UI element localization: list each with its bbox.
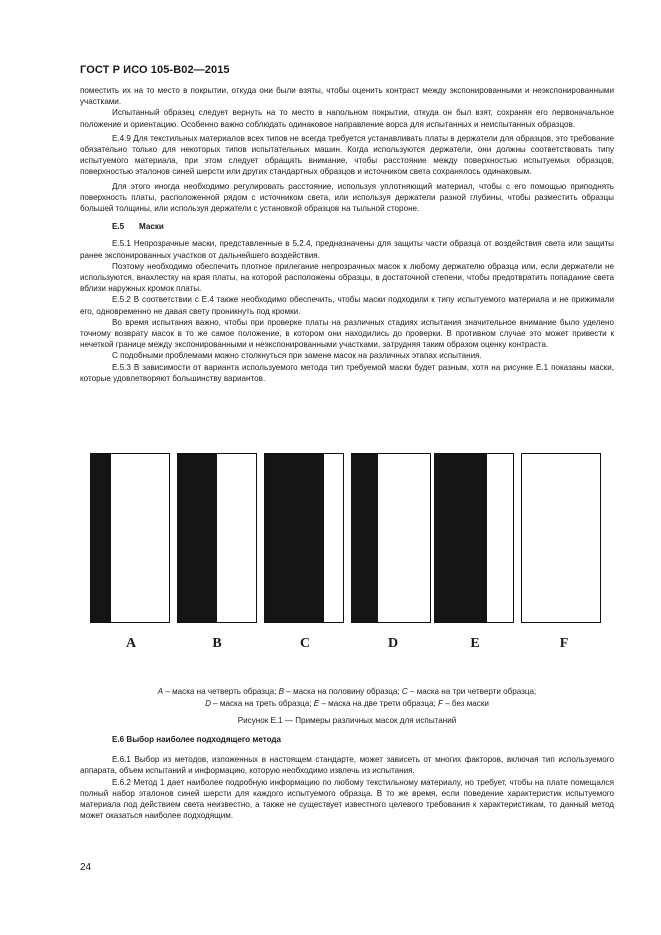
legend-key-a: A — [157, 687, 164, 696]
mask-b — [177, 453, 257, 623]
figure-legend — [80, 686, 614, 710]
mask-label-d: D — [387, 636, 399, 651]
legend-text-e: – маска на две трети образца; — [319, 699, 438, 708]
legend-key-c: C — [401, 687, 408, 696]
paragraph: поместить их на то место в покрытии, откуда они были взяты, чтобы оценить контраст между экспонированными и неэкспонированными участками. — [80, 86, 614, 107]
paragraph: E.5.3 В зависимости от варианта используемого метода тип требуемой маски будет разным, хотя на рисунке E.1 показаны маски, которые удовлетворяют большинству вариантов. — [80, 362, 614, 383]
paragraph: E.5.1 Непрозрачные маски, представленные в 5.2.4, предназначены для защиты части образца от воздействия света или защиты ранее экспонированных участков от дальнейшего воздействия. — [80, 239, 614, 260]
legend-text-d: – маска на треть образца; — [210, 699, 314, 708]
mask-label-b: B — [212, 636, 222, 651]
paragraph: С подобными проблемами можно столкнуться при замене масок на различных этапах испытания. — [112, 351, 482, 361]
legend-key-e: E — [313, 699, 320, 708]
legend-line-1 — [80, 686, 614, 698]
legend-text-b: – маска на половину образца; — [284, 687, 402, 696]
legend-line-2 — [80, 698, 614, 710]
mask-c-covered-area — [265, 454, 324, 622]
mask-figure — [90, 453, 610, 623]
mask-b-covered-area — [178, 454, 217, 622]
mask-d-covered-area — [352, 454, 378, 622]
mask-a — [90, 453, 170, 623]
paragraph: E.6.2 Метод 1 дает наиболее подробную информацию по любому текстильному материалу, но требует, чтобы на плате помещался полный набор эталонов синей шерсти для каждого испытуемого образца. В то же время, если поведение характеристик испытуемого материала под действием света неизвестно, а также не существует известного целевого требования к характеристикам, то данный метод может оказаться наиболее подходящим. — [80, 777, 614, 821]
section-e6 — [80, 734, 614, 821]
legend-text-a: – маска на четверть образца; — [163, 687, 279, 696]
paragraph: Испытанный образец следует вернуть на то место в напольном покрытии, откуда он был взят, сохраняя его первоначальное положение и ориентацию. Особенно важно соблюдать одинаковое направление ворса для испытанных и неиспытанных образцов. — [80, 108, 614, 129]
paragraph: E.6.1 Выбор из методов, изложенных в настоящем стандарте, может зависеть от многих факторов, включая тип используемого аппарата, объем испытаний и информацию, которую необходимо извлечь из испытания. — [80, 755, 614, 776]
figure-caption: Рисунок E.1 — Примеры различных масок для испытаний — [237, 716, 457, 725]
paragraph: Поэтому необходимо обеспечить плотное прилегание непрозрачных масок к любому держателю образца или, если держатели не используются, внахлестку на края платы, на которой расположены образцы, в достаточной степени, чтобы предотвратить попадание света вблизи наружных кромок платы. — [80, 261, 614, 294]
document-body — [80, 85, 614, 384]
paragraph: Во время испытания важно, чтобы при проверке платы на различных стадиях испытания значительное внимание было уделено точному возврату масок в то же самое положение, в котором они находились до проверки. В противном случае это может привести к нечеткой границе между экспонированными и неэкспонированными участками, затрудняя таким образом оценку контраста. — [80, 317, 614, 350]
mask-label-e: E — [470, 636, 480, 651]
legend-key-f: F — [437, 699, 443, 708]
legend-text-f: – без маски — [442, 699, 489, 708]
page-header-title: ГОСТ Р ИСО 105-B02—2015 — [80, 64, 230, 76]
legend-key-b: B — [278, 687, 285, 696]
paragraph: Для этого иногда необходимо регулировать расстояние, используя уплотняющий материал, чтобы с его помощью приподнять поверхность платы, расположенной рядом с источником света, или используя держатели разной глубины, чтобы разместить образцы большей толщины, или используя держатели с установкой образцов на тыльной стороне. — [80, 181, 614, 214]
paragraph: E.5.2 В соответствии с E.4 также необходимо обеспечить, чтобы маски подходили к типу испытуемого материала и не прижимали его, одновременно не давая свету проникнуть под кромки. — [80, 295, 614, 316]
mask-f — [521, 453, 601, 623]
legend-text-c: – маска на три четверти образца; — [407, 687, 537, 696]
mask-label-f: F — [559, 636, 569, 651]
section-number: E.5 — [112, 222, 125, 232]
legend-key-d: D — [205, 699, 211, 708]
mask-a-covered-area — [91, 454, 111, 622]
mask-label-c: C — [299, 636, 311, 651]
section-heading-e6: E.6 Выбор наиболее подходящего метода — [112, 735, 282, 744]
paragraph: E.4.9 Для текстильных материалов всех типов не всегда требуется устанавливать платы в держатели для образцов, это требование обязательно только для некоторых типов испытательных машин. Когда используются держатели, они должны соответствовать типу испытуемого материала, при этом следует обращать внимание, чтобы расстояние между поверхностью испытуемых образцов, поверхностью эталонов синей шерсти или других стандартных образцов и источником света сохранялось одинаковым. — [80, 133, 614, 177]
mask-c — [264, 453, 344, 623]
section-title: Маски — [139, 222, 164, 232]
mask-label-a: A — [125, 636, 137, 651]
mask-e — [434, 453, 514, 623]
page-number: 24 — [80, 862, 92, 873]
mask-e-covered-area — [435, 454, 487, 622]
mask-d — [351, 453, 431, 623]
section-heading-e5 — [112, 221, 614, 232]
